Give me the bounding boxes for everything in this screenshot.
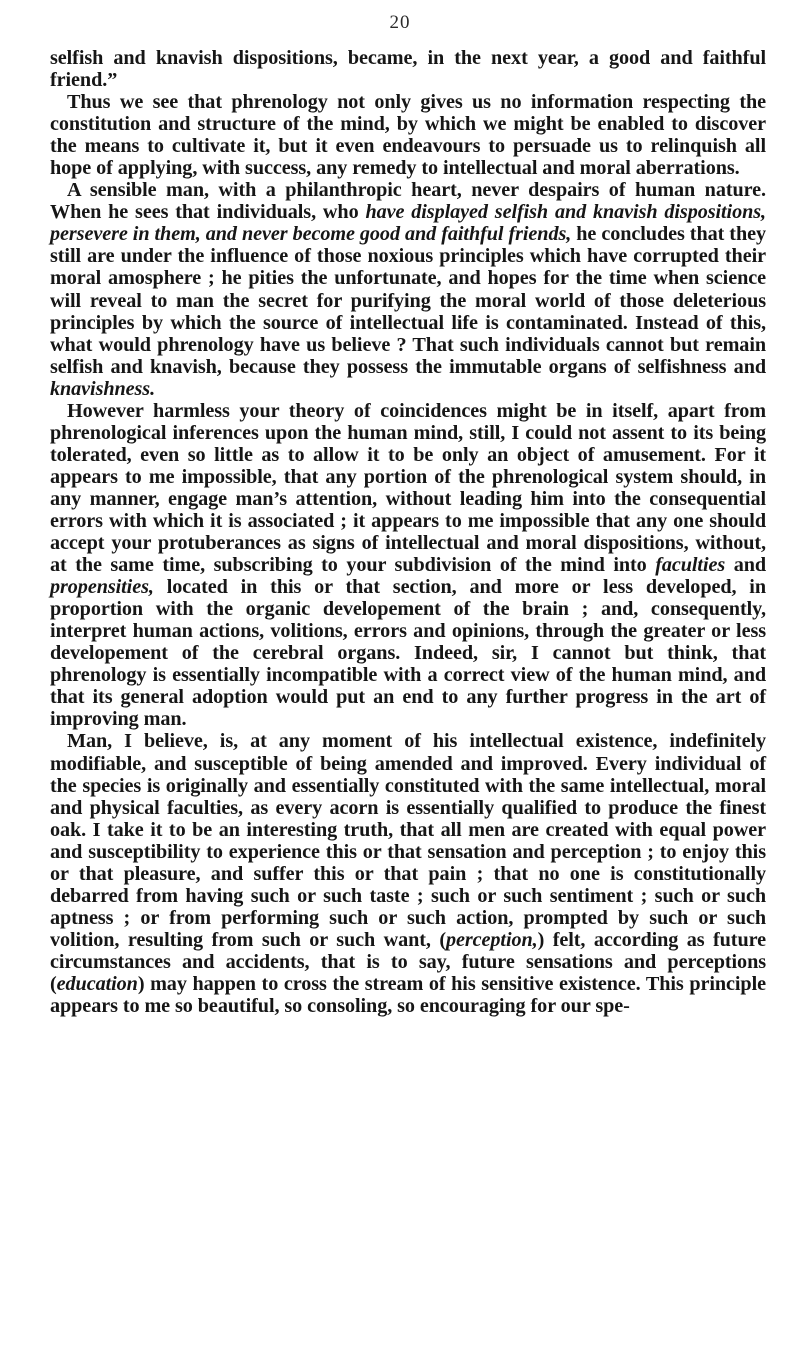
paragraph [50,47,766,91]
text-run: Thus we see that phrenology not only gives us no information respecting the constitution and structure of the mind, by which we might be enabled to discover the means to cultivate it, but it even endeavours to persuade us to relinquish all hope of applying, with success, any remedy to intellectual and moral aberrations. [50,91,766,180]
text-run: ) may happen to cross the stream of his sensitive existence. This principle appears to me so beautiful, so consoling, so encouraging for our spe- [50,972,766,1018]
paragraph [50,400,766,731]
text-run: he concludes that they still are under the influence of those noxious principles which have corrupted their moral amosphere ; he pities the unfortunate, and hopes for the time when science will reveal to man the secret for purifying the moral world of those deleterious principles by which the source of intellectual life is contaminated. Instead of this, what would phrenology have us believe ? That such individuals cannot but remain selfish and knavish, because they possess the immutable organs of selfishness and [50,223,766,378]
paragraph [50,179,766,399]
text-run: Man, I believe, is, at any moment of his intellectual existence, indefinitely modifiable, and susceptible of being amended and improved. Every individual of the species is originally and essentially constituted with the same intellectual, moral and physical faculties, as every acorn is essentially qualified to produce the finest oak. I take it to be an interesting truth, that all men are created with equal power and susceptibility to experience this or that sensation and perception ; to enjoy this or that pleasure, and suffer this or that pain ; that no one is constitutionally debarred from having such or such taste ; such or such sentiment ; such or such aptness ; or from performing such or such action, prompted by such or such volition, resulting from such or such want, ( [50,730,766,951]
italic-text: perception, [445,928,538,951]
italic-text: knavishness. [50,377,156,400]
italic-text: have displayed selfish and knavish dispositions, persevere in them, and never become good and faithful friends, [50,201,766,246]
page-number: 20 [389,12,411,33]
text-run: selfish and knavish dispositions, became, in the next year, a good and faithful friend.” [50,47,766,92]
italic-text: education [56,972,138,995]
text-run: and [725,554,767,577]
body-text [50,47,766,1017]
paragraph [50,730,766,1017]
italic-text: faculties [655,554,726,577]
text-run: ) felt, according as future circumstances and accidents, that is to say, future sensations and perceptions ( [50,928,766,995]
italic-text: propensities, [50,576,154,599]
text-run: However harmless your theory of coincidences might be in itself, apart from phrenological inferences upon the human mind, still, I could not assent to its being tolerated, even so little as to allow it to be only an object of amusement. For it appears to me impossible, that any portion of the phrenological system should, in any manner, engage man’s attention, without leading him into the consequential errors with which it is associated ; it appears to me impossible that any one should accept your protuberances as signs of intellectual and moral dispositions, without, at the same time, subscribing to your subdivision of the mind into [50,399,766,577]
paragraph [50,91,766,179]
text-run: A sensible man, with a philanthropic heart, never despairs of human nature. When he sees that individuals, who [50,179,766,224]
text-run: located in this or that section, and more or less developed, in proportion with the organic developement of the brain ; and, consequently, interpret human actions, volitions, errors and opinions, through the greater or less developement of the cerebral organs. Indeed, sir, I cannot but think, that phrenology is essentially incompatible with a correct view of the human mind, and that its general adoption would put an end to any further progress in the art of improving man. [50,576,766,731]
